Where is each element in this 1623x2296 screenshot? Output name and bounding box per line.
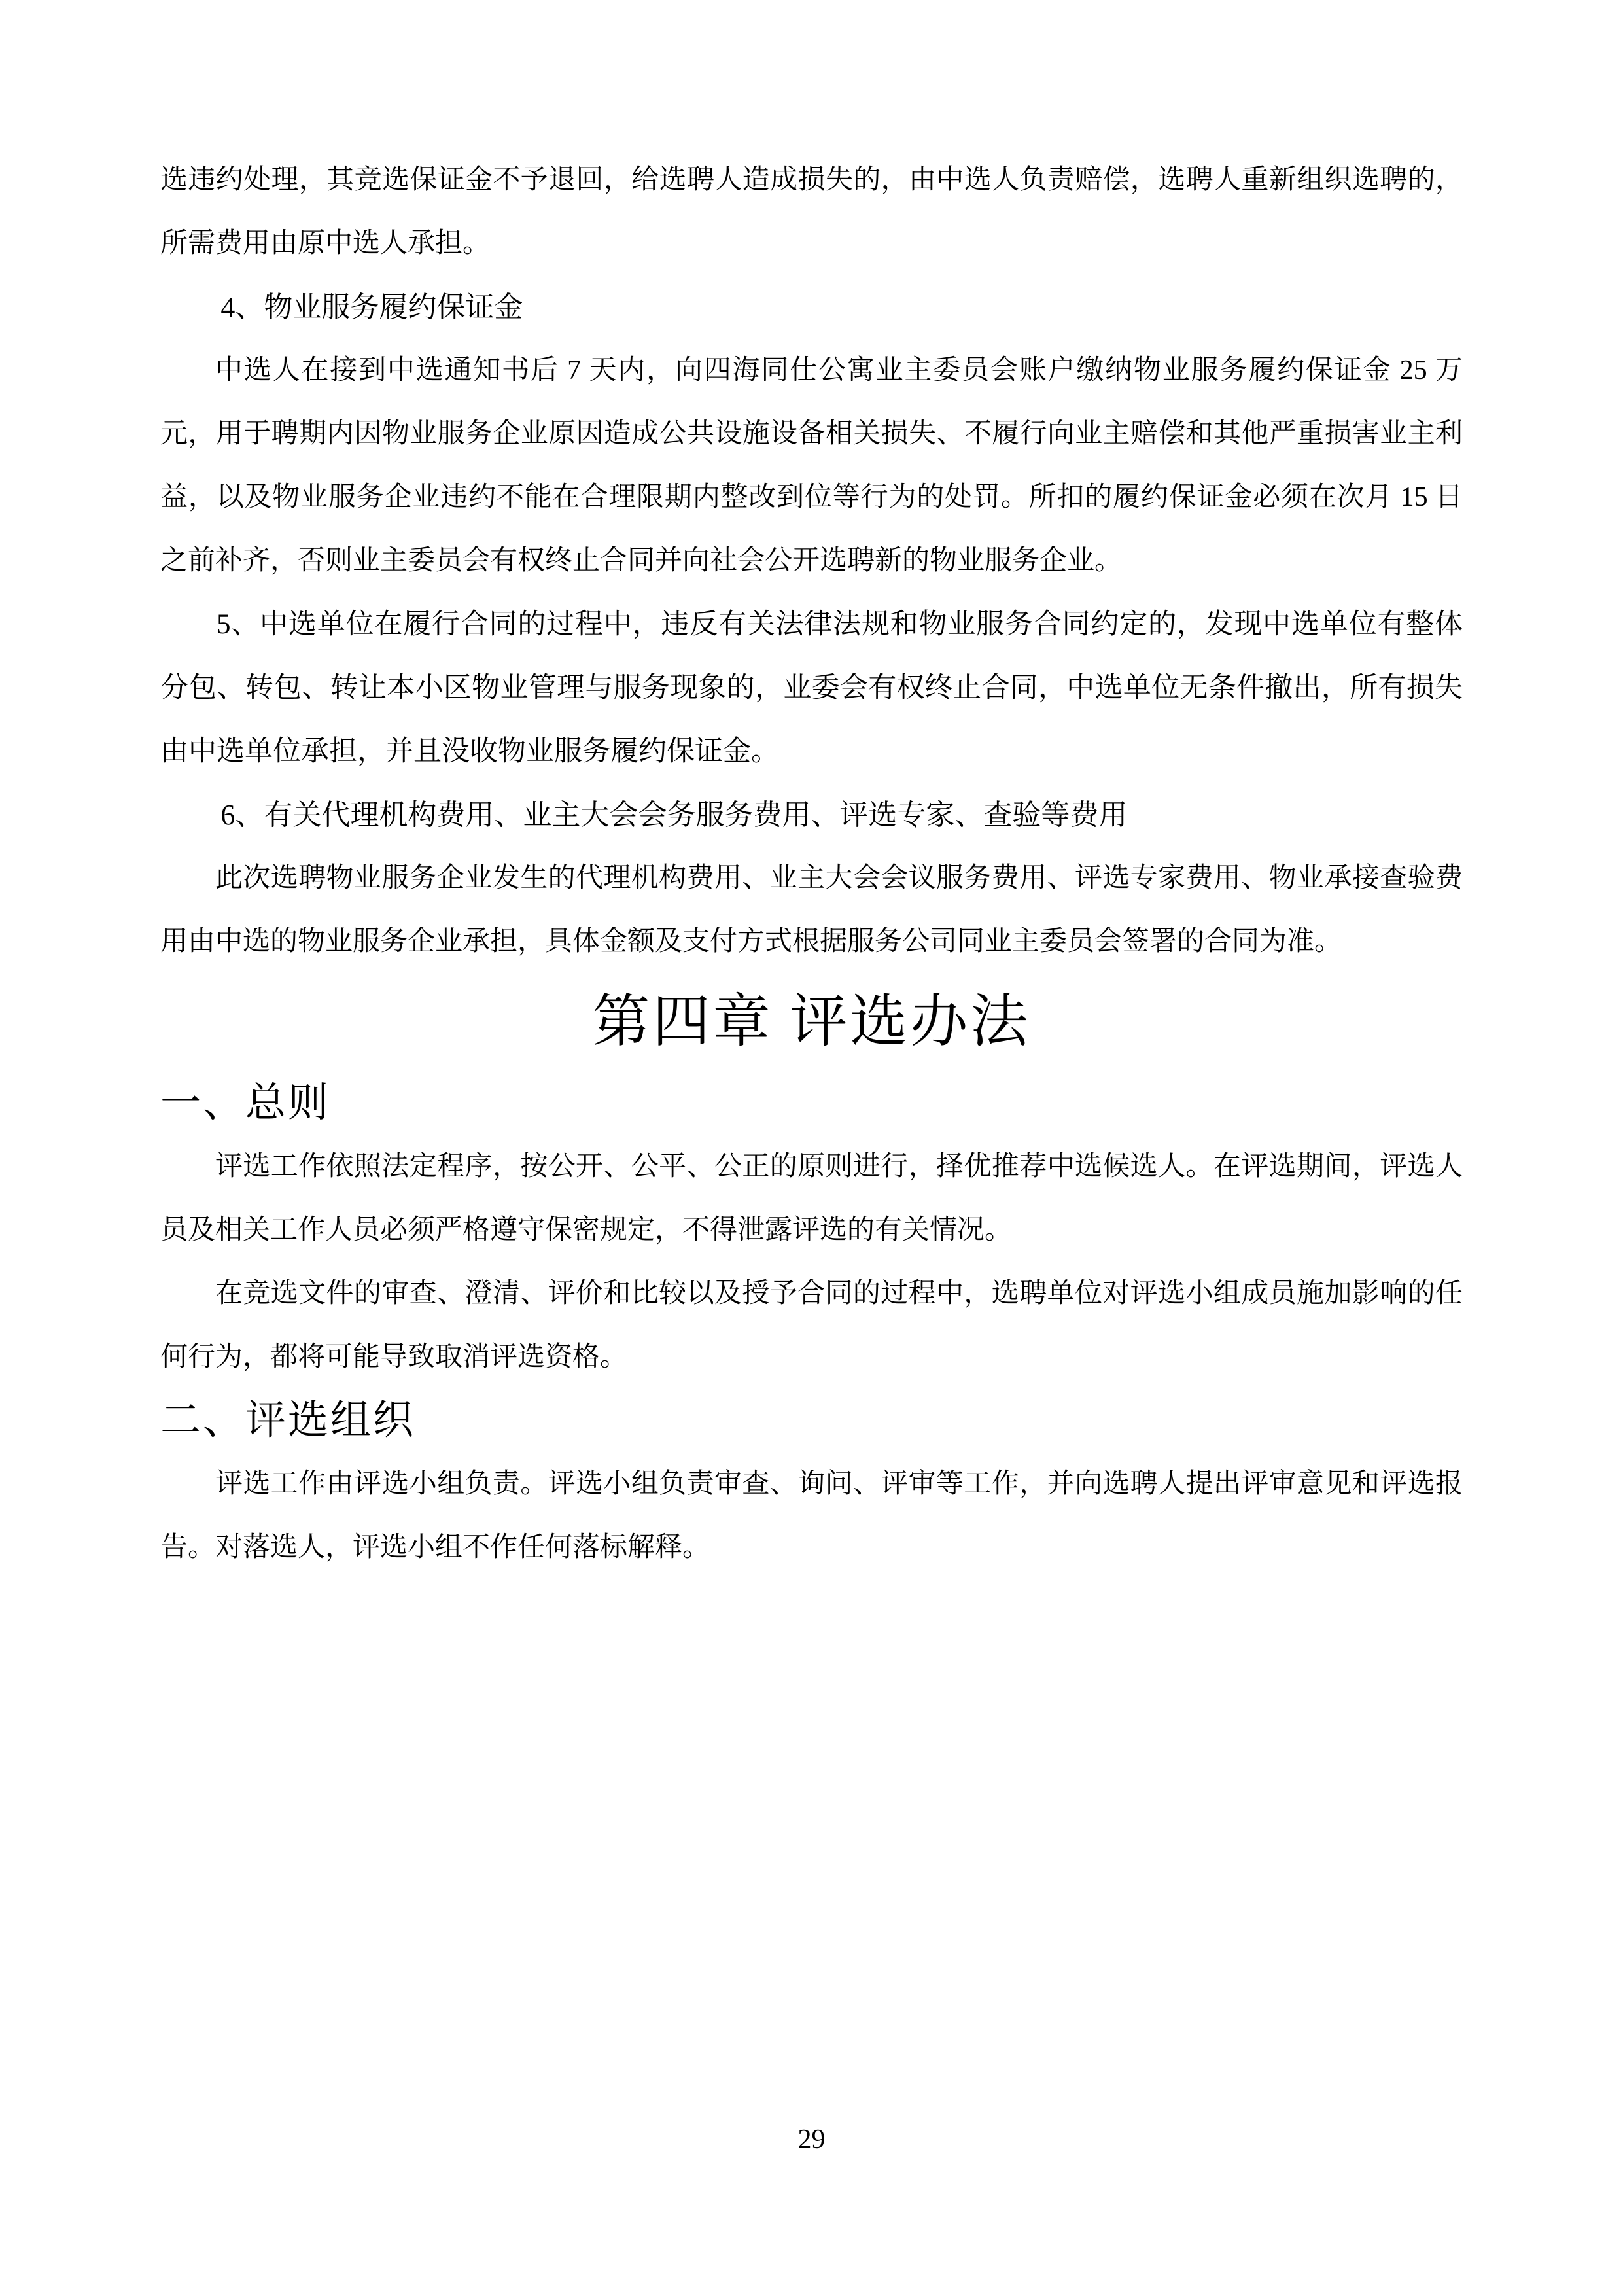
paragraph-influence-disqualification: 在竞选文件的审查、澄清、评价和比较以及授予合同的过程中，选聘单位对评选小组成员施加影响的任何行为，都将可能导致取消评选资格。: [160, 1279, 1463, 1372]
clause-6-heading-agency-fees: 6、有关代理机构费用、业主大会会务服务费用、评选专家、查验等费用: [220, 799, 1128, 831]
page-footer: [0, 2123, 1623, 2156]
chapter-title-evaluation-method: 第四章 评选办法: [592, 991, 1031, 1054]
section-heading-general-rules: 一、总则: [160, 1081, 331, 1125]
section-heading-evaluation-organization: 二、评选组织: [160, 1398, 416, 1443]
clause-5-contract-violation: 5、中选单位在履行合同的过程中，违反有关法律法规和物业服务合同约定的，发现中选单位有整体分包、转包、转让本小区物业管理与服务现象的，业委会有权终止合同，中选单位无条件撤出，所有损失由中选单位承担，并且没收物业服务履约保证金。: [160, 609, 1463, 767]
paragraph-evaluation-principles: 评选工作依照法定程序，按公开、公平、公正的原则进行，择优推荐中选候选人。在评选期间，评选人员及相关工作人员必须严格遵守保密规定，不得泄露评选的有关情况。: [160, 1152, 1463, 1245]
paragraph-carryover-breach-handling: 选违约处理，其竞选保证金不予退回，给选聘人造成损失的，由中选人负责赔偿，选聘人重新组织选聘的，所需费用由原中选人承担。: [160, 165, 1463, 258]
page-content: [160, 0, 1463, 1580]
page-number: 29: [797, 2125, 826, 2155]
paragraph-performance-bond-terms: 中选人在接到中选通知书后 7 天内，向四海同仕公寓业主委员会账户缴纳物业服务履约保证金 25 万元，用于聘期内因物业服务企业原因造成公共设施设备相关损失、不履行向业主赔偿和其他严重损害业主利益，以及物业服务企业违约不能在合理限期内整改到位等行为的处罚。所扣的履约保证金必须在次月 15 日之前补齐，否则业主委员会有权终止合同并向社会公开选聘新的物业服务企业。: [160, 355, 1463, 576]
paragraph-evaluation-team-duties: 评选工作由评选小组负责。评选小组负责审查、询问、评审等工作，并向选聘人提出评审意见和评选报告。对落选人，评选小组不作任何落标解释。: [160, 1469, 1463, 1563]
paragraph-agency-fees-terms: 此次选聘物业服务企业发生的代理机构费用、业主大会会议服务费用、评选专家费用、物业承接查验费用由中选的物业服务企业承担，具体金额及支付方式根据服务公司同业主委员会签署的合同为准。: [160, 863, 1463, 957]
clause-4-heading-performance-bond: 4、物业服务履约保证金: [220, 291, 523, 323]
